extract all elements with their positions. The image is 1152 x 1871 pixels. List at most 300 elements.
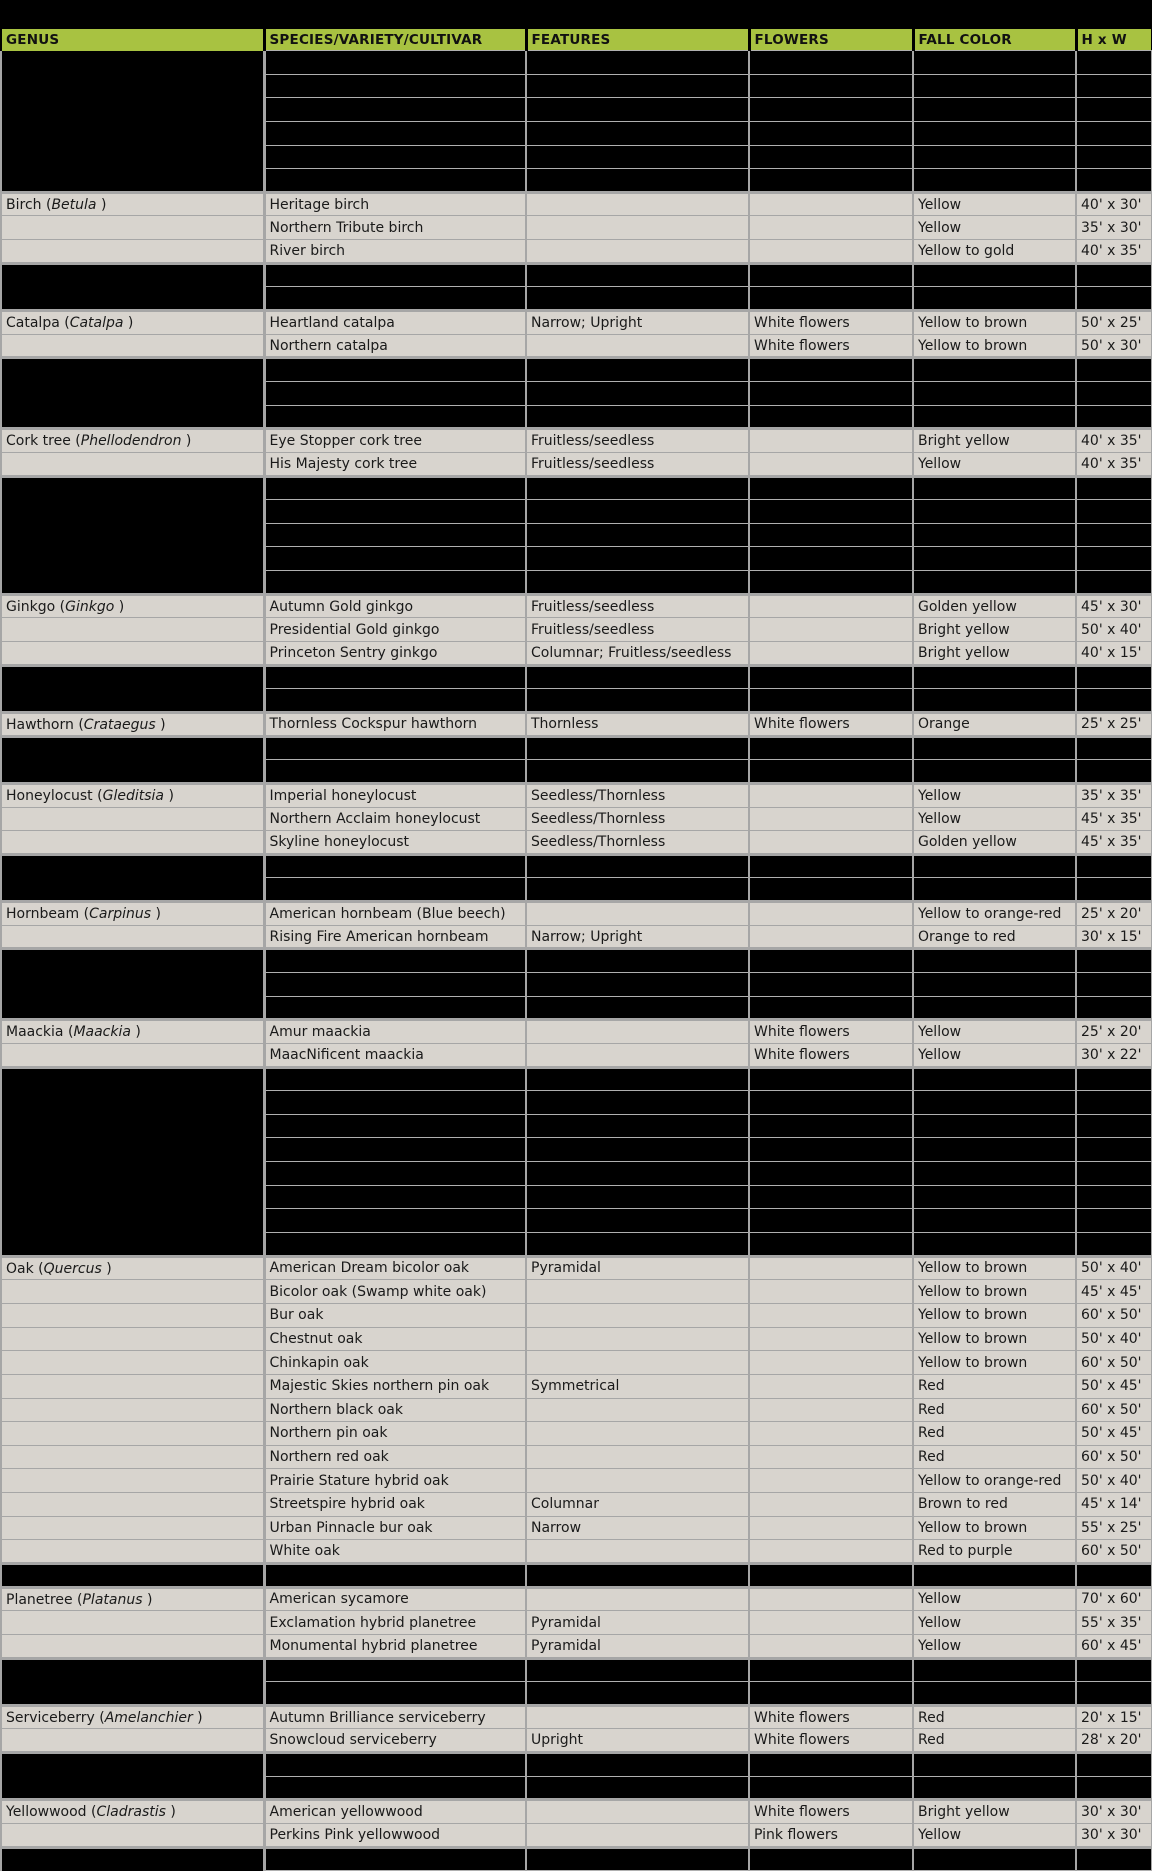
empty-cell [913, 1233, 1076, 1257]
empty-cell [264, 547, 526, 571]
size-cell: 55' x 35' [1076, 1611, 1151, 1635]
empty-cell [913, 665, 1076, 689]
size-cell: 60' x 50' [1076, 1445, 1151, 1469]
empty-cell [749, 1067, 913, 1091]
empty-cell [1076, 1682, 1151, 1706]
empty-cell [526, 571, 749, 595]
empty-cell [913, 145, 1076, 169]
size-cell: 30' x 30' [1076, 1824, 1151, 1848]
empty-cell [913, 972, 1076, 996]
empty-cell [1, 972, 264, 996]
features-cell [526, 902, 749, 926]
empty-cell [264, 1564, 526, 1588]
empty-cell [749, 665, 913, 689]
empty-cell [913, 358, 1076, 382]
blank-row [1, 1682, 1151, 1706]
empty-cell [749, 1753, 913, 1777]
size-cell: 35' x 35' [1076, 783, 1151, 807]
blank-row [1, 476, 1151, 500]
species-cell: American yellowwood [264, 1800, 526, 1824]
empty-cell [526, 263, 749, 287]
empty-cell [1, 98, 264, 122]
genus-name: Serviceberry [6, 1709, 95, 1726]
empty-cell [1076, 665, 1151, 689]
empty-cell [526, 972, 749, 996]
genus-name: Maackia [6, 1024, 64, 1041]
empty-cell [526, 523, 749, 547]
blank-row [1, 263, 1151, 287]
table-row [1, 240, 1151, 264]
table-row [1, 902, 1151, 926]
table-row [1, 1398, 1151, 1422]
empty-cell [526, 381, 749, 405]
blank-row [1, 145, 1151, 169]
empty-cell [526, 878, 749, 902]
table-row [1, 831, 1151, 855]
empty-cell [1, 500, 264, 524]
size-cell: 50' x 40' [1076, 1469, 1151, 1493]
fall-color-cell: Red [913, 1445, 1076, 1469]
empty-cell [264, 1185, 526, 1209]
blank-row [1, 500, 1151, 524]
flowers-cell [749, 1303, 913, 1327]
fall-color-cell: Yellow [913, 1611, 1076, 1635]
empty-cell [1076, 760, 1151, 784]
fall-color-cell: Yellow to brown [913, 1280, 1076, 1304]
empty-cell [264, 1233, 526, 1257]
flowers-cell [749, 1422, 913, 1446]
features-cell [526, 1824, 749, 1848]
empty-cell [749, 1162, 913, 1186]
empty-cell [1076, 1162, 1151, 1186]
flowers-cell [749, 192, 913, 216]
species-cell: Bicolor oak (Swamp white oak) [264, 1280, 526, 1304]
empty-cell [1, 689, 264, 713]
empty-cell [1, 1091, 264, 1115]
genus-name: Cork tree [6, 433, 71, 450]
fall-color-cell: Bright yellow [913, 618, 1076, 642]
table-row [1, 712, 1151, 736]
table-row [1, 192, 1151, 216]
genus-cell: Maackia (Maackia ) [1, 1020, 264, 1044]
flowers-cell [749, 216, 913, 240]
empty-cell [913, 1067, 1076, 1091]
empty-cell [749, 358, 913, 382]
genus-cell-continued [1, 240, 264, 264]
features-cell: Seedless/Thornless [526, 807, 749, 831]
species-cell: Heartland catalpa [264, 311, 526, 335]
empty-cell [264, 972, 526, 996]
species-cell: Thornless Cockspur hawthorn [264, 712, 526, 736]
genus-cell-continued [1, 642, 264, 666]
empty-cell [1076, 1114, 1151, 1138]
fall-color-cell: Yellow [913, 1824, 1076, 1848]
species-cell: Northern black oak [264, 1398, 526, 1422]
flowers-cell: White flowers [749, 1020, 913, 1044]
empty-cell [1, 665, 264, 689]
empty-cell [526, 500, 749, 524]
empty-cell [1076, 949, 1151, 973]
empty-cell [526, 1847, 749, 1871]
genus-cell-continued [1, 925, 264, 949]
genus-cell: Hornbeam (Carpinus ) [1, 902, 264, 926]
genus-cell: Cork tree (Phellodendron ) [1, 429, 264, 453]
blank-row [1, 169, 1151, 193]
genus-latin: Cladrastis [96, 1804, 166, 1821]
genus-cell: Oak (Quercus ) [1, 1256, 264, 1280]
empty-cell [264, 98, 526, 122]
fall-color-cell: Yellow to brown [913, 1327, 1076, 1351]
species-cell: Perkins Pink yellowwood [264, 1824, 526, 1848]
fall-color-cell: Yellow [913, 1020, 1076, 1044]
size-cell: 35' x 30' [1076, 216, 1151, 240]
size-cell: 28' x 20' [1076, 1729, 1151, 1753]
features-cell: Columnar; Fruitless/seedless [526, 642, 749, 666]
size-cell: 50' x 25' [1076, 311, 1151, 335]
empty-cell [913, 74, 1076, 98]
species-cell: Exclamation hybrid planetree [264, 1611, 526, 1635]
empty-cell [913, 523, 1076, 547]
features-cell [526, 1303, 749, 1327]
empty-cell [913, 760, 1076, 784]
blank-row [1, 949, 1151, 973]
empty-cell [1, 476, 264, 500]
blank-row [1, 1209, 1151, 1233]
genus-cell: Planetree (Platanus ) [1, 1587, 264, 1611]
fall-color-cell: Red [913, 1729, 1076, 1753]
features-cell: Symmetrical [526, 1374, 749, 1398]
table-row [1, 1374, 1151, 1398]
species-cell: Northern red oak [264, 1445, 526, 1469]
header-fall-color: FALL COLOR [913, 29, 1076, 51]
genus-cell-continued [1, 452, 264, 476]
table-row [1, 452, 1151, 476]
genus-name: Honeylocust [6, 787, 93, 804]
empty-cell [749, 1091, 913, 1115]
table-row [1, 1351, 1151, 1375]
empty-cell [264, 1682, 526, 1706]
fall-color-cell: Golden yellow [913, 831, 1076, 855]
empty-cell [1076, 1564, 1151, 1588]
empty-cell [264, 1658, 526, 1682]
empty-cell [749, 1138, 913, 1162]
empty-cell [1076, 689, 1151, 713]
empty-cell [526, 1209, 749, 1233]
species-cell: American sycamore [264, 1587, 526, 1611]
species-cell: Amur maackia [264, 1020, 526, 1044]
genus-cell-continued [1, 1327, 264, 1351]
empty-cell [913, 996, 1076, 1020]
empty-cell [749, 405, 913, 429]
empty-cell [264, 500, 526, 524]
empty-cell [1, 1138, 264, 1162]
empty-cell [1, 949, 264, 973]
genus-cell-continued [1, 1280, 264, 1304]
empty-cell [1, 287, 264, 311]
table-body [1, 51, 1151, 1871]
species-cell: Monumental hybrid planetree [264, 1634, 526, 1658]
genus-cell-continued [1, 831, 264, 855]
fall-color-cell: Red [913, 1398, 1076, 1422]
fall-color-cell: Red [913, 1374, 1076, 1398]
features-cell: Narrow; Upright [526, 925, 749, 949]
empty-cell [749, 760, 913, 784]
header-size: H x W [1076, 29, 1151, 51]
empty-cell [264, 1091, 526, 1115]
empty-cell [264, 121, 526, 145]
empty-cell [913, 1209, 1076, 1233]
empty-cell [913, 949, 1076, 973]
empty-cell [264, 1209, 526, 1233]
empty-cell [913, 476, 1076, 500]
empty-cell [749, 996, 913, 1020]
empty-cell [1076, 405, 1151, 429]
species-cell: Streetspire hybrid oak [264, 1493, 526, 1517]
size-cell: 50' x 40' [1076, 1327, 1151, 1351]
empty-cell [749, 287, 913, 311]
fall-color-cell: Yellow [913, 783, 1076, 807]
features-cell: Thornless [526, 712, 749, 736]
empty-cell [526, 1233, 749, 1257]
blank-row [1, 760, 1151, 784]
empty-cell [264, 1067, 526, 1091]
empty-cell [526, 74, 749, 98]
size-cell: 40' x 35' [1076, 429, 1151, 453]
flowers-cell [749, 1445, 913, 1469]
genus-latin: Ginkgo [65, 598, 115, 615]
blank-row [1, 854, 1151, 878]
empty-cell [1, 1776, 264, 1800]
genus-latin: Catalpa [69, 315, 124, 332]
fall-color-cell: Yellow [913, 452, 1076, 476]
features-cell [526, 216, 749, 240]
empty-cell [264, 358, 526, 382]
fall-color-cell: Red [913, 1705, 1076, 1729]
empty-cell [1, 1185, 264, 1209]
features-cell [526, 1020, 749, 1044]
genus-name: Hawthorn [6, 716, 74, 733]
blank-row [1, 1658, 1151, 1682]
genus-cell-continued [1, 1824, 264, 1848]
empty-cell [1, 736, 264, 760]
table-row [1, 1611, 1151, 1635]
species-cell: American hornbeam (Blue beech) [264, 902, 526, 926]
empty-cell [526, 665, 749, 689]
blank-row [1, 1114, 1151, 1138]
size-cell: 25' x 25' [1076, 712, 1151, 736]
genus-name: Hornbeam [6, 906, 80, 923]
empty-cell [749, 145, 913, 169]
empty-cell [1076, 571, 1151, 595]
fall-color-cell: Yellow to brown [913, 1303, 1076, 1327]
table-row [1, 1043, 1151, 1067]
blank-row [1, 1185, 1151, 1209]
empty-cell [264, 523, 526, 547]
empty-cell [264, 1847, 526, 1871]
size-cell: 60' x 50' [1076, 1398, 1151, 1422]
empty-cell [526, 1753, 749, 1777]
empty-cell [913, 1682, 1076, 1706]
empty-cell [1076, 51, 1151, 75]
empty-cell [1, 358, 264, 382]
empty-cell [1076, 736, 1151, 760]
genus-cell: Honeylocust (Gleditsia ) [1, 783, 264, 807]
header-features: FEATURES [526, 29, 749, 51]
empty-cell [1076, 1847, 1151, 1871]
blank-row [1, 358, 1151, 382]
genus-cell: Ginkgo (Ginkgo ) [1, 594, 264, 618]
empty-cell [749, 500, 913, 524]
flowers-cell: White flowers [749, 1705, 913, 1729]
features-cell: Upright [526, 1729, 749, 1753]
size-cell: 45' x 35' [1076, 831, 1151, 855]
empty-cell [264, 145, 526, 169]
empty-cell [1, 1564, 264, 1588]
empty-cell [1, 1209, 264, 1233]
fall-color-cell: Yellow to orange-red [913, 902, 1076, 926]
species-cell: Princeton Sentry ginkgo [264, 642, 526, 666]
table-row [1, 1256, 1151, 1280]
fall-color-cell: Yellow [913, 216, 1076, 240]
empty-cell [526, 98, 749, 122]
species-cell: Presidential Gold ginkgo [264, 618, 526, 642]
fall-color-cell: Yellow [913, 1587, 1076, 1611]
empty-cell [526, 405, 749, 429]
empty-cell [526, 1114, 749, 1138]
features-cell [526, 1587, 749, 1611]
genus-latin: Crataegus [83, 716, 156, 733]
empty-cell [1076, 523, 1151, 547]
genus-latin: Phellodendron [80, 433, 182, 450]
empty-cell [1, 1658, 264, 1682]
table-row [1, 925, 1151, 949]
blank-row [1, 1067, 1151, 1091]
empty-cell [913, 1114, 1076, 1138]
empty-cell [913, 1776, 1076, 1800]
empty-cell [1076, 169, 1151, 193]
blank-row [1, 381, 1151, 405]
empty-cell [264, 689, 526, 713]
genus-cell-continued [1, 1540, 264, 1564]
species-cell: Bur oak [264, 1303, 526, 1327]
flowers-cell [749, 240, 913, 264]
species-cell: Urban Pinnacle bur oak [264, 1516, 526, 1540]
features-cell [526, 1398, 749, 1422]
flowers-cell: White flowers [749, 1729, 913, 1753]
flowers-cell [749, 1469, 913, 1493]
genus-latin: Quercus [43, 1260, 102, 1277]
empty-cell [749, 1209, 913, 1233]
size-cell: 45' x 35' [1076, 807, 1151, 831]
table-row [1, 642, 1151, 666]
empty-cell [913, 1162, 1076, 1186]
table-row [1, 807, 1151, 831]
empty-cell [264, 1753, 526, 1777]
fall-color-cell: Red [913, 1422, 1076, 1446]
empty-cell [1, 263, 264, 287]
features-cell: Fruitless/seedless [526, 618, 749, 642]
table-row [1, 1824, 1151, 1848]
flowers-cell [749, 1256, 913, 1280]
empty-cell [1, 1162, 264, 1186]
empty-cell [749, 476, 913, 500]
empty-cell [749, 1847, 913, 1871]
features-cell: Pyramidal [526, 1256, 749, 1280]
empty-cell [913, 1847, 1076, 1871]
blank-row [1, 878, 1151, 902]
empty-cell [913, 263, 1076, 287]
genus-cell-continued [1, 216, 264, 240]
features-cell [526, 1280, 749, 1304]
empty-cell [1076, 121, 1151, 145]
fall-color-cell: Bright yellow [913, 1800, 1076, 1824]
genus-cell: Birch (Betula ) [1, 192, 264, 216]
table-row [1, 216, 1151, 240]
features-cell: Seedless/Thornless [526, 831, 749, 855]
size-cell: 60' x 50' [1076, 1303, 1151, 1327]
empty-cell [526, 1682, 749, 1706]
size-cell: 50' x 45' [1076, 1422, 1151, 1446]
size-cell: 50' x 30' [1076, 334, 1151, 358]
empty-cell [1076, 1658, 1151, 1682]
size-cell: 45' x 14' [1076, 1493, 1151, 1517]
empty-cell [1076, 996, 1151, 1020]
fall-color-cell: Yellow [913, 1634, 1076, 1658]
empty-cell [749, 854, 913, 878]
empty-cell [1, 878, 264, 902]
empty-cell [1076, 878, 1151, 902]
empty-cell [264, 1114, 526, 1138]
features-cell [526, 1800, 749, 1824]
genus-latin: Betula [51, 196, 97, 213]
empty-cell [1, 169, 264, 193]
empty-cell [1, 405, 264, 429]
empty-cell [1076, 500, 1151, 524]
flowers-cell [749, 925, 913, 949]
empty-cell [749, 571, 913, 595]
size-cell: 40' x 35' [1076, 240, 1151, 264]
features-cell: Fruitless/seedless [526, 594, 749, 618]
blank-row [1, 1233, 1151, 1257]
genus-cell: Yellowwood (Cladrastis ) [1, 1800, 264, 1824]
blank-row [1, 571, 1151, 595]
flowers-cell: Pink flowers [749, 1824, 913, 1848]
table-row [1, 1800, 1151, 1824]
features-cell: Pyramidal [526, 1634, 749, 1658]
empty-cell [1, 996, 264, 1020]
blank-row [1, 665, 1151, 689]
empty-cell [526, 547, 749, 571]
genus-latin: Amelanchier [104, 1709, 193, 1726]
blank-row [1, 287, 1151, 311]
empty-cell [1076, 476, 1151, 500]
empty-cell [913, 736, 1076, 760]
empty-cell [749, 523, 913, 547]
species-cell: Northern catalpa [264, 334, 526, 358]
empty-cell [913, 51, 1076, 75]
empty-cell [913, 121, 1076, 145]
empty-cell [526, 736, 749, 760]
empty-cell [526, 996, 749, 1020]
empty-cell [1076, 1091, 1151, 1115]
fall-color-cell: Yellow to orange-red [913, 1469, 1076, 1493]
empty-cell [749, 736, 913, 760]
flowers-cell [749, 1398, 913, 1422]
empty-cell [1, 1753, 264, 1777]
header-row [1, 29, 1151, 51]
blank-row [1, 1776, 1151, 1800]
tree-species-table [0, 29, 1152, 1871]
